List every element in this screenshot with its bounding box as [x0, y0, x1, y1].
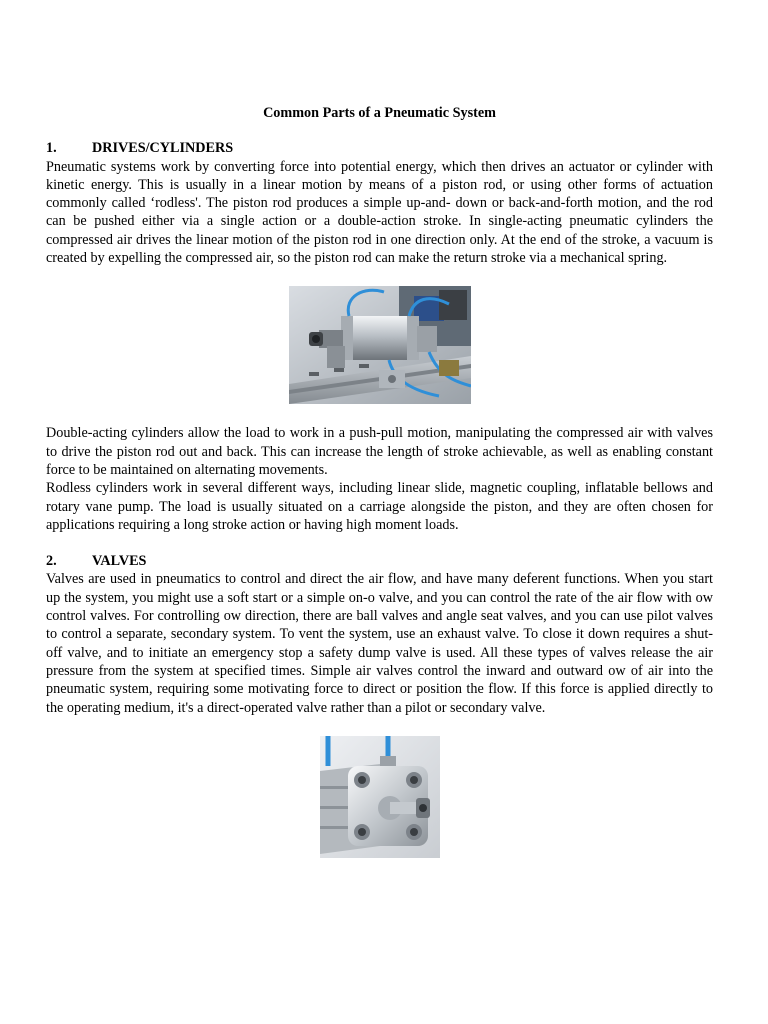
section-heading-valves [46, 552, 713, 570]
section-spacer [46, 534, 713, 552]
document-title: Common Parts of a Pneumatic System [263, 105, 496, 121]
section-number: 2. [46, 553, 57, 570]
section-title: DRIVES/CYLINDERS [92, 140, 234, 157]
paragraph-drives-intro: Pneumatic systems work by converting force into potential energy, which then drives an actuator or cylinder with kinetic energy. This is usually in a linear motion by means of a piston rod, or using other forms of actuation commonly called ‘rodless'. The piston rod produces a simple up-and- down or back-and-forth motion, and the rod can be pushed either via a single action or a double-action stroke. In single-acting pneumatic cylinders the compressed air drives the linear motion of the piston rod in one direction only. At the end of the stroke, a vacuum is created by expelling the compressed air, so the piston rod can make the return stroke via a mechanical spring. [46, 158, 713, 267]
section-title: VALVES [92, 553, 147, 570]
paragraph-rodless: Rodless cylinders work in several different ways, including linear slide, magnetic coupling, inflatable bellows and rotary vane pump. The load is usually situated on a carriage alongside the piston, and they are often chosen for applications requiring a long stroke action or having high moment loads. [46, 480, 713, 533]
compact-cylinder-photo [320, 736, 440, 858]
figure-cylinder-wrapper [46, 267, 713, 424]
paragraph-valves: Valves are used in pneumatics to control and direct the air flow, and have many deferent functions. When you start up the system, you might use a soft start or a simple on-o valve, and you can control the rate of the air flow with ow control valves. For controlling ow direction, there are ball valves and angle seat valves, and you can use pilot valves to control a separate, secondary system. To vent the system, use an exhaust valve. To close it down requires a shut-off valve, and to initiate an emergency stop a safety dump valve is used. All these types of valves release the air pressure from the system at specified times. Simple air valves control the inward and outward ow of air into the pneumatic system, requiring some motivating force to direct or position the flow. If this force is applied directly to the operating medium, it's a direct-operated valve rather than a pilot or secondary valve. [46, 571, 713, 716]
section-heading-drives [46, 139, 713, 157]
paragraph-double-acting: Double-acting cylinders allow the load to work in a push-pull motion, manipulating the compressed air with valves to drive the piston rod out and back. This can increase the length of stroke achievable, as well as enabling constant force to be maintained on alternating movements. [46, 425, 713, 478]
section-number: 1. [46, 140, 57, 157]
figure-valve-wrapper [46, 717, 713, 858]
pneumatic-cylinder-photo [289, 286, 471, 404]
document-page [46, 104, 713, 858]
